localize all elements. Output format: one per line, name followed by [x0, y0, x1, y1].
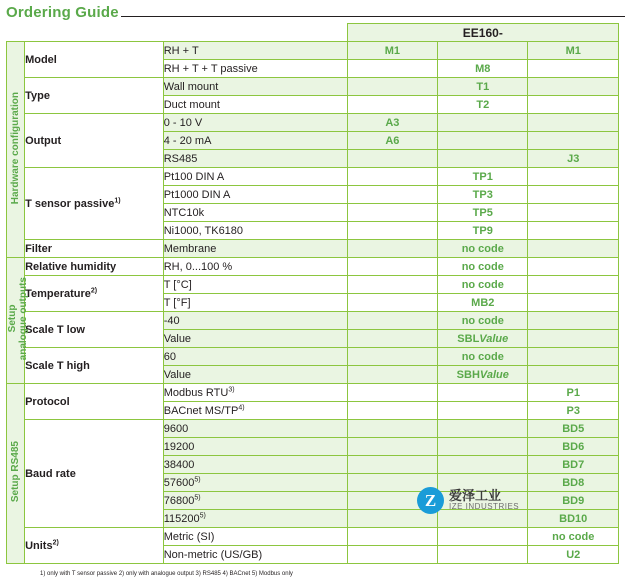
order-code-col3: [528, 114, 619, 132]
option-description: RH + T: [163, 42, 347, 60]
order-code-col3: [528, 330, 619, 348]
order-code-col3: P1: [528, 384, 619, 402]
order-code-col3: BD9: [528, 492, 619, 510]
order-code-col3: [528, 312, 619, 330]
option-description: BACnet MS/TP$^{4)}$: [163, 402, 347, 420]
order-code-col3: [528, 294, 619, 312]
parameter-label: Filter: [25, 240, 164, 258]
order-code-col1: [347, 204, 437, 222]
order-code-col3: [528, 132, 619, 150]
order-code-col1: [347, 258, 437, 276]
order-code-col1: [347, 312, 437, 330]
order-code-col2: T2: [438, 96, 528, 114]
option-description: RH + T + T passive: [163, 60, 347, 78]
order-code-col1: A3: [347, 114, 437, 132]
footnote-text: 1) only with T sensor passive 2) only with analogue output 3) RS485 4) BACnet 5) Modbus only: [40, 571, 293, 577]
option-description: RS485: [163, 150, 347, 168]
order-code-col3: [528, 168, 619, 186]
table-header-row: [7, 24, 619, 42]
option-description: Duct mount: [163, 96, 347, 114]
order-code-col2: M8: [438, 60, 528, 78]
order-code-col2: TP3: [438, 186, 528, 204]
order-code-col3: [528, 78, 619, 96]
option-description: Wall mount: [163, 78, 347, 96]
description-footnote-ref: 4): [238, 403, 245, 411]
order-code-col1: [347, 330, 437, 348]
order-code-col1: [347, 222, 437, 240]
order-code-col2: [438, 132, 528, 150]
order-code-col3: [528, 348, 619, 366]
option-description: 57600$^{5)}$: [163, 474, 347, 492]
order-code-col3: BD10: [528, 510, 619, 528]
title-divider: [121, 16, 625, 17]
option-description: Value: [163, 366, 347, 384]
parameter-label: Relative humidity: [25, 258, 164, 276]
option-description: T [°F]: [163, 294, 347, 312]
order-code-col1: [347, 384, 437, 402]
order-code-col3: [528, 222, 619, 240]
order-code-col1: [347, 240, 437, 258]
order-code-col1: [347, 528, 437, 546]
order-code-col1: [347, 456, 437, 474]
option-description: 0 - 10 V: [163, 114, 347, 132]
option-description: 38400: [163, 456, 347, 474]
group-hardware-configuration-label: Hardware configuration: [9, 91, 21, 205]
order-code-col2: TP1: [438, 168, 528, 186]
order-code-value-placeholder: Value: [479, 332, 509, 345]
option-description: 60: [163, 348, 347, 366]
parameter-label: Output: [25, 114, 164, 168]
parameter-label: Baud rate: [25, 420, 164, 528]
order-code-col2: [438, 546, 528, 564]
order-code-col3: P3: [528, 402, 619, 420]
order-code-col1: [347, 420, 437, 438]
option-description: 9600: [163, 420, 347, 438]
order-code-col3: M1: [528, 42, 619, 60]
option-description: Pt100 DIN A: [163, 168, 347, 186]
order-code-col3: BD6: [528, 438, 619, 456]
order-code-col3: BD7: [528, 456, 619, 474]
parameter-label: Units$^{2)}$: [25, 528, 164, 564]
order-code-col1: [347, 60, 437, 78]
parameter-footnote-ref: 1): [114, 196, 121, 204]
order-code-col2: TP5: [438, 204, 528, 222]
order-code-col2: no code: [438, 258, 528, 276]
order-code-col1: [347, 294, 437, 312]
order-code-col1: A6: [347, 132, 437, 150]
option-description: RH, 0...100 %: [163, 258, 347, 276]
order-code-col1: [347, 150, 437, 168]
header-spacer: [7, 24, 348, 42]
watermark-name-en: IZE INDUSTRIES: [449, 502, 520, 512]
order-code-col2: [438, 528, 528, 546]
order-code-col3: BD8: [528, 474, 619, 492]
table-row: [7, 276, 619, 294]
option-description: Metric (SI): [163, 528, 347, 546]
group-setup-analogue-outputs: [7, 258, 29, 384]
option-description: T [°C]: [163, 276, 347, 294]
option-description: 4 - 20 mA: [163, 132, 347, 150]
order-code-col3: U2: [528, 546, 619, 564]
order-code-col2: MB2: [438, 294, 528, 312]
order-code-col3: [528, 258, 619, 276]
parameter-label: Model: [25, 42, 164, 78]
order-code-col2: [438, 420, 528, 438]
parameter-label: Scale T high: [25, 348, 164, 384]
order-code-col2: [438, 384, 528, 402]
option-description: Non-metric (US/GB): [163, 546, 347, 564]
order-code-col2: no code: [438, 240, 528, 258]
page-title: Ordering Guide: [6, 4, 119, 21]
order-code-col2: [438, 150, 528, 168]
order-code-col1: [347, 186, 437, 204]
order-code-col1: [347, 276, 437, 294]
table-row: [7, 258, 619, 276]
order-code-col2: [438, 474, 528, 492]
order-code-col2: SBHValue: [438, 366, 528, 384]
option-description: Ni1000, TK6180: [163, 222, 347, 240]
option-description: Modbus RTU$^{3)}$: [163, 384, 347, 402]
order-code-col2: T1: [438, 78, 528, 96]
order-code-col2: [438, 114, 528, 132]
order-code-col1: [347, 78, 437, 96]
watermark-name-cn: 爱泽工业: [449, 488, 502, 504]
table-row: [7, 168, 619, 186]
order-code-col3: [528, 276, 619, 294]
description-footnote-ref: 5): [194, 493, 201, 501]
table-row: [7, 312, 619, 330]
option-description: Value: [163, 330, 347, 348]
order-code-col1: [347, 492, 437, 510]
table-row: [7, 114, 619, 132]
header-model-code: EE160-: [347, 24, 618, 42]
table-row: [7, 42, 619, 60]
order-code-col3: [528, 366, 619, 384]
order-code-col1: [347, 510, 437, 528]
order-code-col1: [347, 402, 437, 420]
table-body: [7, 24, 619, 564]
option-description: NTC10k: [163, 204, 347, 222]
order-code-value-placeholder: Value: [479, 368, 509, 381]
parameter-label: T sensor passive$^{1)}$: [25, 168, 164, 240]
order-code-col1: [347, 366, 437, 384]
group-hardware-configuration: [7, 42, 25, 258]
group-setup-analogue-outputs-label: Setup analogue outputs: [7, 277, 29, 361]
order-code-col3: [528, 240, 619, 258]
table-row: [7, 420, 619, 438]
table-row: [7, 348, 619, 366]
group-setup-rs485-label: Setup RS485: [9, 441, 21, 503]
order-code-col1: [347, 546, 437, 564]
option-description: 19200: [163, 438, 347, 456]
order-code-col3: BD5: [528, 420, 619, 438]
parameter-footnote-ref: 2): [90, 286, 98, 294]
parameter-label: Protocol: [25, 384, 164, 420]
option-description: Membrane: [163, 240, 347, 258]
order-code-col2: [438, 456, 528, 474]
option-description: 76800$^{5)}$: [163, 492, 347, 510]
table-row: [7, 78, 619, 96]
order-code-col2: no code: [438, 276, 528, 294]
order-code-col3: no code: [528, 528, 619, 546]
ordering-guide-table: [6, 23, 619, 564]
order-code-col2: [438, 510, 528, 528]
description-footnote-ref: 3): [228, 385, 235, 393]
description-footnote-ref: 5): [199, 511, 206, 519]
order-code-col1: [347, 474, 437, 492]
order-code-col2: [438, 42, 528, 60]
parameter-footnote-ref: 2): [52, 538, 59, 546]
order-code-col1: [347, 96, 437, 114]
order-code-col2: TP9: [438, 222, 528, 240]
parameter-label: Temperature$^{2)}$: [25, 276, 164, 312]
table-row: [7, 528, 619, 546]
watermark-mark: Z: [417, 487, 444, 514]
table-row: [7, 384, 619, 402]
order-code-col2: [438, 438, 528, 456]
parameter-label: Type: [25, 78, 164, 114]
option-description: 115200$^{5)}$: [163, 510, 347, 528]
parameter-label: Scale T low: [25, 312, 164, 348]
order-code-col3: [528, 60, 619, 78]
page-title-row: [0, 0, 625, 23]
order-code-col1: [347, 168, 437, 186]
option-description: -40: [163, 312, 347, 330]
order-code-col2: no code: [438, 348, 528, 366]
order-code-col3: J3: [528, 150, 619, 168]
option-description: Pt1000 DIN A: [163, 186, 347, 204]
order-code-col1: [347, 438, 437, 456]
group-setup-rs485: [7, 384, 25, 564]
table-row: [7, 240, 619, 258]
order-code-col1: [347, 348, 437, 366]
order-code-col2: [438, 402, 528, 420]
order-code-col1: M1: [347, 42, 437, 60]
order-code-col3: [528, 96, 619, 114]
order-code-col3: [528, 186, 619, 204]
description-footnote-ref: 5): [194, 475, 201, 483]
order-code-col2: no code: [438, 312, 528, 330]
order-code-col2: SBLValue: [438, 330, 528, 348]
order-code-col2: [438, 492, 528, 510]
order-code-col3: [528, 204, 619, 222]
